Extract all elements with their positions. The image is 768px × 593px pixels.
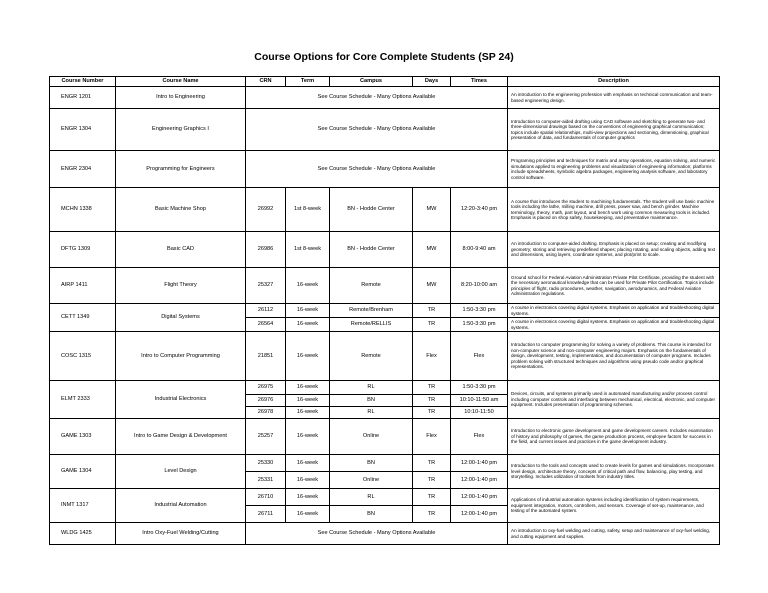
- days: Flex: [413, 419, 451, 455]
- crn: 26978: [246, 407, 286, 419]
- campus: Online: [330, 419, 413, 455]
- campus: BN - Hodde Center: [330, 232, 413, 268]
- term: 16-week: [286, 381, 330, 395]
- table-row: [50, 232, 720, 268]
- see-schedule-note: See Course Schedule - Many Options Available: [246, 87, 508, 109]
- course-number: DFTG 1309: [50, 232, 116, 268]
- see-schedule-note: See Course Schedule - Many Options Available: [246, 109, 508, 151]
- course-description: An introduction to computer-aided drafting. Emphasis is placed on setup; creating and modifying geometry; storing and retrieving predefined shapes; placing rotating, and scaling objects, adding text and dimensions, using layers, coordinate systems, and plot/print to scale.: [508, 232, 720, 268]
- campus: BN - Hodde Center: [330, 188, 413, 232]
- course-number: ENGR 2304: [50, 151, 116, 188]
- table-row: [50, 188, 720, 232]
- course-description: A course that introduces the student to machining fundamentals. The student will use basic machine tools including the lathe, milling machine, drill press, power saw, and bench grinder. Machine terminology, theory, math, part layout, and bench work using common measuring tools is included. Emphasis is placed on shop safety, housekeeping, and preventative maintenance.: [508, 188, 720, 232]
- course-name: Flight Theory: [116, 268, 246, 304]
- crn: 25331: [246, 472, 286, 489]
- term: 1st 8-week: [286, 232, 330, 268]
- campus: Remote/Brenham: [330, 304, 413, 318]
- times: 12:00-1:40 pm: [451, 506, 508, 523]
- course-number: WLDG 1425: [50, 523, 116, 545]
- times: 1:50-3:30 pm: [451, 318, 508, 332]
- col-term: Term: [286, 77, 330, 87]
- campus: BN: [330, 506, 413, 523]
- table-row: [50, 109, 720, 151]
- crn: 26564: [246, 318, 286, 332]
- term: 16-week: [286, 506, 330, 523]
- times: 12:20-3:40 pm: [451, 188, 508, 232]
- see-schedule-note: See Course Schedule - Many Options Available: [246, 151, 508, 188]
- table-row: [50, 523, 720, 545]
- times: 8:00-9:40 am: [451, 232, 508, 268]
- page-title: Course Options for Core Complete Students (SP 24): [254, 51, 514, 63]
- crn: 26711: [246, 506, 286, 523]
- crn: 21851: [246, 332, 286, 381]
- course-description: A course in electronics covering digital systems. Emphasis on application and troubleshooting digital systems.: [508, 304, 720, 318]
- course-description: Applications of industrial automation systems including identification of system requirements, equipment integration, motors, controllers, and sensors. Coverage of set-up, maintenance, and testing of the automated system.: [508, 489, 720, 523]
- campus: RL: [330, 381, 413, 395]
- days: TR: [413, 304, 451, 318]
- course-number: COSC 1315: [50, 332, 116, 381]
- course-name: Basic Machine Shop: [116, 188, 246, 232]
- times: 1:50-3:30 pm: [451, 381, 508, 395]
- crn: 25330: [246, 455, 286, 472]
- days: TR: [413, 407, 451, 419]
- crn: 26986: [246, 232, 286, 268]
- table-row: [50, 381, 720, 395]
- table-row: [50, 304, 720, 318]
- col-course-number: Course Number: [50, 77, 116, 87]
- course-number: MCHN 1338: [50, 188, 116, 232]
- term: 16-week: [286, 419, 330, 455]
- crn: 26992: [246, 188, 286, 232]
- times: 8:20-10:00 am: [451, 268, 508, 304]
- course-name: Level Design: [116, 455, 246, 489]
- course-description: Ground school for Federal Aviation Administration Private Pilot Certificate, providing the student with the necessary aeronautical knowledge that can be used for Private Pilot Certification. Topics include principles of flight, radio procedures, weather, navigation, aerodynamics, and Federal Aviation Administration regulations.: [508, 268, 720, 304]
- campus: BN: [330, 395, 413, 407]
- course-name: Programming for Engineers: [116, 151, 246, 188]
- days: TR: [413, 472, 451, 489]
- days: TR: [413, 506, 451, 523]
- term: 16-week: [286, 472, 330, 489]
- times: 10:10-11:50: [451, 407, 508, 419]
- times: Flex: [451, 419, 508, 455]
- crn: 25327: [246, 268, 286, 304]
- course-description: Introduction to electronic game development and game development careers. Includes examination of history and philosophy of games, the game production process, employee factors for success in the field, and current issues and practices in the game development industry.: [508, 419, 720, 455]
- course-table: [49, 76, 720, 545]
- course-number: ENGR 1201: [50, 87, 116, 109]
- crn: 26710: [246, 489, 286, 506]
- course-number: AIRP 1411: [50, 268, 116, 304]
- table-row: [50, 151, 720, 188]
- col-campus: Campus: [330, 77, 413, 87]
- course-number: GAME 1304: [50, 455, 116, 489]
- col-course-name: Course Name: [116, 77, 246, 87]
- campus: Online: [330, 472, 413, 489]
- times: 12:00-1:40 pm: [451, 472, 508, 489]
- crn: 26975: [246, 381, 286, 395]
- col-days: Days: [413, 77, 451, 87]
- campus: Remote: [330, 268, 413, 304]
- table-row: [50, 489, 720, 506]
- course-description: Introduction to computer-aided drafting using CAD software and sketching to generate two- and three-dimensional drawings based on the conventions of engineering graphical communication; topics include spatial relationships, multi-view projections and sectioning, dimensioning, graphical presentation of data, and fundamentals of computer graphics: [508, 109, 720, 151]
- times: 1:50-3:30 pm: [451, 304, 508, 318]
- term: 16-week: [286, 395, 330, 407]
- times: 12:00-1:40 pm: [451, 489, 508, 506]
- term: 16-week: [286, 304, 330, 318]
- crn: 26976: [246, 395, 286, 407]
- course-number: ELMT 2333: [50, 381, 116, 419]
- days: Flex: [413, 332, 451, 381]
- term: 16-week: [286, 332, 330, 381]
- course-description: Introduction to the tools and concepts used to create levels for games and simulations. Incorporates level design, architecture theory, concepts of critical path and flow, balancing, play testing, and storytelling. Includes utilization of toolsets from industry titles.: [508, 455, 720, 489]
- table-row: [50, 268, 720, 304]
- crn: 26112: [246, 304, 286, 318]
- times: 10:10-11:50 am: [451, 395, 508, 407]
- course-description: Programing principles and techniques for matrix and array operations, equation solving, and numeric simulations applied to engineering problems and visualization of engineering information; platforms include spreadsheets, symbolic algebra packages, engineering analysis software, and laboratory control software.: [508, 151, 720, 188]
- course-number: INMT 1317: [50, 489, 116, 523]
- course-name: Digital Systems: [116, 304, 246, 332]
- table-row: [50, 332, 720, 381]
- course-name: Intro Oxy-Fuel Welding/Cutting: [116, 523, 246, 545]
- term: 16-week: [286, 318, 330, 332]
- table-row: [50, 455, 720, 472]
- crn: 25257: [246, 419, 286, 455]
- course-name: Engineering Graphics I: [116, 109, 246, 151]
- course-name: Basic CAD: [116, 232, 246, 268]
- times: Flex: [451, 332, 508, 381]
- course-name: Intro to Game Design & Development: [116, 419, 246, 455]
- days: MW: [413, 188, 451, 232]
- term: 16-week: [286, 455, 330, 472]
- course-description: Introduction to computer programming for solving a variety of problems. This course is intended for non-computer science and non-computer engineering majors. Emphasis on the fundamentals of design, development, testing, implementation, and documentation of computer programs. Includes problem solving with structured techniques and algorithms using pseudo code and/or graphical representations.: [508, 332, 720, 381]
- campus: Remote: [330, 332, 413, 381]
- campus: Remote/RELLIS: [330, 318, 413, 332]
- course-description: An introduction to the engineering profession with emphasis on technical communication and team-based engineering design.: [508, 87, 720, 109]
- header-row: [50, 77, 720, 87]
- days: MW: [413, 232, 451, 268]
- col-times: Times: [451, 77, 508, 87]
- course-number: CETT 1349: [50, 304, 116, 332]
- term: 16-week: [286, 268, 330, 304]
- term: 1st 8-week: [286, 188, 330, 232]
- col-description: Description: [508, 77, 720, 87]
- days: TR: [413, 395, 451, 407]
- course-description: An introduction to oxy-fuel welding and cutting, safety, setup and maintenance of oxy-fuel welding, and cutting equipment and supplies.: [508, 523, 720, 545]
- times: 12:00-1:40 pm: [451, 455, 508, 472]
- campus: BN: [330, 455, 413, 472]
- course-name: Industrial Automation: [116, 489, 246, 523]
- campus: RL: [330, 489, 413, 506]
- col-crn: CRN: [246, 77, 286, 87]
- table-row: [50, 87, 720, 109]
- days: TR: [413, 318, 451, 332]
- see-schedule-note: See Course Schedule - Many Options Available: [246, 523, 508, 545]
- term: 16-week: [286, 407, 330, 419]
- course-number: GAME 1303: [50, 419, 116, 455]
- course-description: Devices, circuits, and systems primarily used in automated manufacturing and/or process control including computer controls and interfacing between mechanical, electrical, electronic, and computer equipment. Includes presentation of programming schemes.: [508, 381, 720, 419]
- campus: RL: [330, 407, 413, 419]
- course-name: Industrial Electronics: [116, 381, 246, 419]
- days: TR: [413, 455, 451, 472]
- course-description: A course in electronics covering digital systems. Emphasis on application and troubleshooting digital systems.: [508, 318, 720, 332]
- term: 16-week: [286, 489, 330, 506]
- days: TR: [413, 489, 451, 506]
- course-name: Intro to Computer Programming: [116, 332, 246, 381]
- days: MW: [413, 268, 451, 304]
- days: TR: [413, 381, 451, 395]
- course-name: Intro to Engineering: [116, 87, 246, 109]
- table-row: [50, 419, 720, 455]
- course-number: ENGR 1304: [50, 109, 116, 151]
